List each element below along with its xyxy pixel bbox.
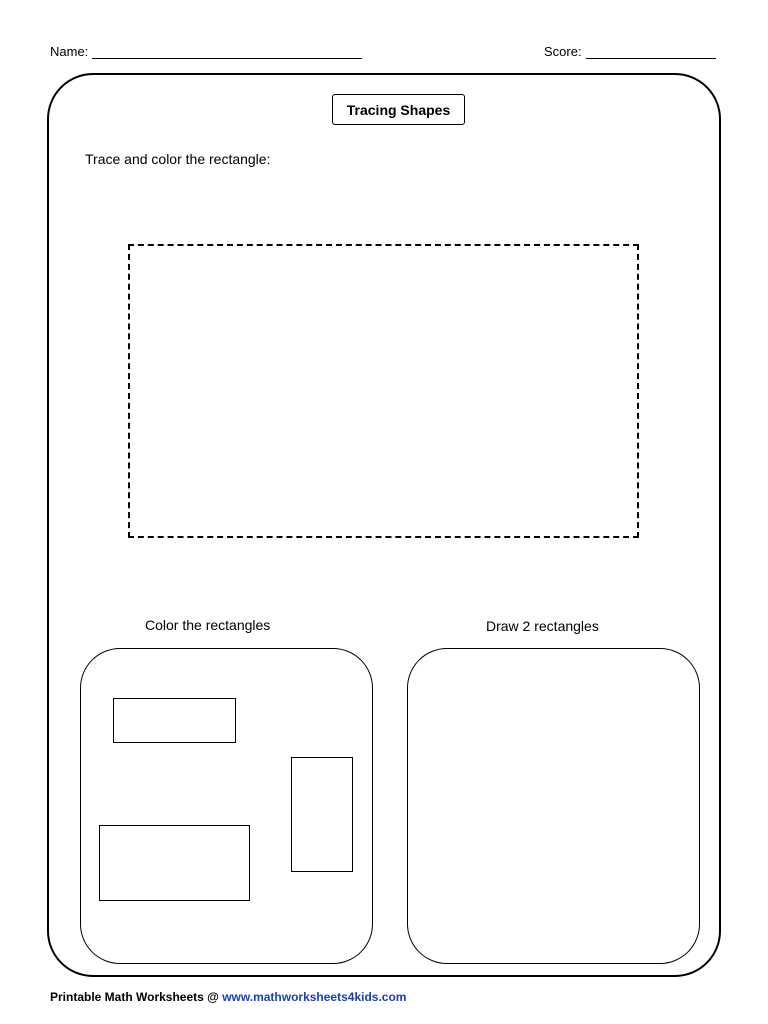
name-field[interactable] [50, 44, 362, 59]
colorable-rectangle[interactable] [113, 698, 236, 743]
score-label: Score: [544, 44, 582, 59]
name-label: Name: [50, 44, 89, 59]
score-line[interactable] [586, 44, 716, 59]
score-field[interactable] [544, 44, 716, 59]
color-panel-label: Color the rectangles [145, 617, 271, 633]
worksheet-title-text: Tracing Shapes [346, 101, 451, 118]
draw-rectangles-panel[interactable] [407, 648, 700, 964]
footer [50, 990, 406, 1004]
colorable-rectangle[interactable] [99, 825, 250, 901]
footer-link[interactable]: www.mathworksheets4kids.com [222, 990, 407, 1004]
dashed-trace-rectangle[interactable] [128, 244, 639, 538]
draw-panel-label: Draw 2 rectangles [486, 618, 599, 634]
colorable-rectangle[interactable] [291, 757, 353, 872]
worksheet-title [332, 94, 465, 125]
trace-instruction: Trace and color the rectangle: [85, 151, 271, 167]
footer-prefix: Printable Math Worksheets @ [50, 990, 223, 1004]
name-line[interactable] [92, 44, 362, 59]
